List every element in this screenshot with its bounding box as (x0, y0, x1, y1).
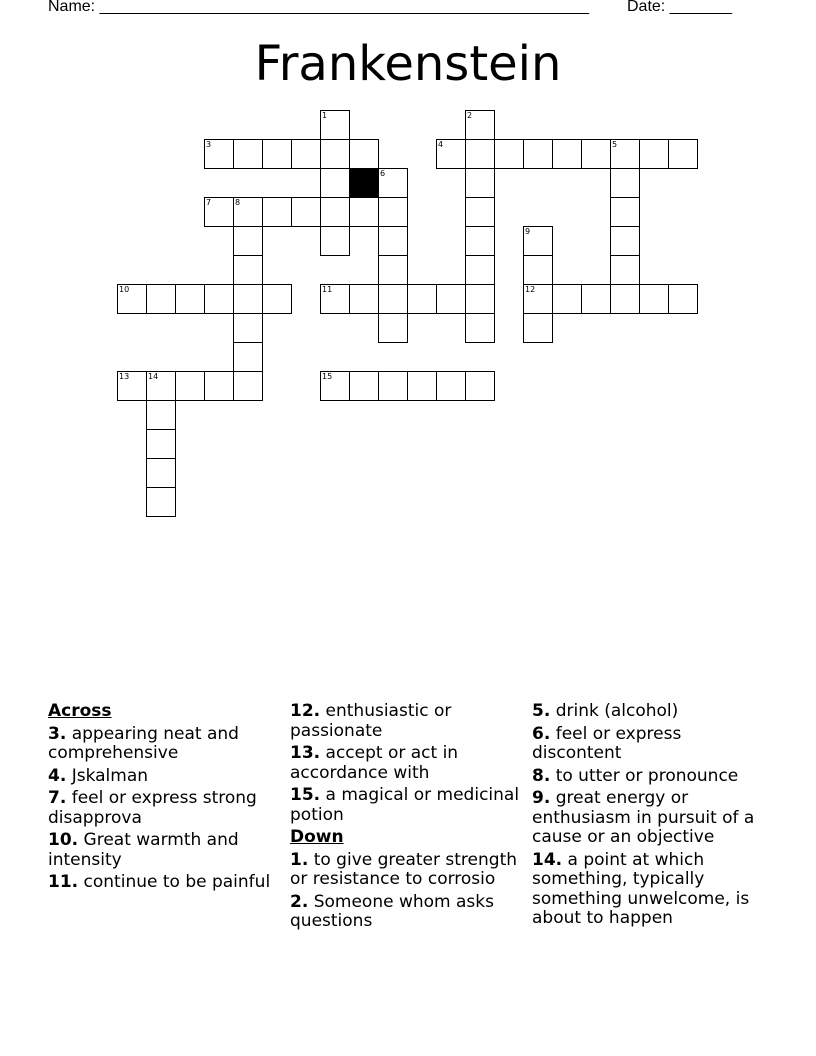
crossword-cell[interactable] (436, 284, 466, 314)
clue-text: to give greater strength or resistance to corrosio (290, 849, 518, 889)
clue-number: 8. (532, 765, 551, 786)
crossword-cell[interactable] (465, 255, 495, 285)
page-title: Frankenstein (254, 36, 562, 92)
crossword-cell[interactable] (378, 284, 408, 314)
crossword-cell[interactable] (436, 139, 466, 169)
crossword-cell[interactable] (523, 313, 553, 343)
clue-number-label: 4 (438, 140, 444, 149)
clue-number-label: 3 (206, 140, 212, 149)
clue-across-13 (290, 744, 520, 783)
clue-column-3 (532, 702, 772, 932)
clue-number: 15. (290, 785, 321, 805)
crossword-cell[interactable] (320, 197, 350, 227)
crossword-cell[interactable] (175, 371, 205, 401)
clue-text: Someone whom asks questions (290, 891, 494, 931)
crossword-cell[interactable] (233, 255, 263, 285)
crossword-cell[interactable] (262, 284, 292, 314)
crossword-cell[interactable] (523, 226, 553, 256)
crossword-cell[interactable] (320, 168, 350, 198)
crossword-cell[interactable] (320, 110, 350, 140)
clue-down-2 (290, 893, 520, 932)
crossword-cell[interactable] (552, 139, 582, 169)
clue-number-label: 2 (467, 111, 473, 120)
crossword-cell[interactable] (523, 255, 553, 285)
crossword-cell[interactable] (639, 139, 669, 169)
crossword-cell[interactable] (581, 139, 611, 169)
clue-number-label: 13 (119, 372, 130, 381)
clue-number: 5. (532, 701, 551, 721)
crossword-cell[interactable] (117, 371, 147, 401)
crossword-cell[interactable] (378, 255, 408, 285)
clue-number: 11. (48, 872, 79, 892)
clue-across-12 (290, 702, 520, 741)
clue-text: feel or express strong disapprova (48, 788, 257, 828)
crossword-cell[interactable] (146, 487, 176, 517)
crossword-cell[interactable] (291, 139, 321, 169)
crossword-cell[interactable] (610, 168, 640, 198)
crossword-cell[interactable] (146, 371, 176, 401)
clue-number: 14. (532, 849, 563, 870)
crossword-cell[interactable] (320, 284, 350, 314)
clue-number: 1. (290, 849, 309, 870)
crossword-cell[interactable] (581, 284, 611, 314)
crossword-cell[interactable] (233, 371, 263, 401)
crossword-cell[interactable] (465, 226, 495, 256)
crossword-cell[interactable] (378, 226, 408, 256)
crossword-cell[interactable] (668, 284, 698, 314)
crossword-cell[interactable] (378, 168, 408, 198)
crossword-cell[interactable] (436, 371, 466, 401)
crossword-cell[interactable] (610, 197, 640, 227)
date-line: Date: _______ (627, 0, 732, 15)
crossword-cell[interactable] (494, 139, 524, 169)
crossword-cell[interactable] (639, 284, 669, 314)
crossword-cell[interactable] (204, 284, 234, 314)
crossword-cell[interactable] (378, 197, 408, 227)
clue-number: 9. (532, 788, 551, 808)
crossword-cell[interactable] (204, 371, 234, 401)
crossword-cell[interactable] (349, 197, 379, 227)
clue-across-11 (48, 873, 278, 893)
crossword-cell[interactable] (175, 284, 205, 314)
crossword-cell[interactable] (320, 226, 350, 256)
crossword-cell[interactable] (465, 284, 495, 314)
clue-number: 10. (48, 830, 79, 850)
crossword-cell[interactable] (378, 313, 408, 343)
clue-number: 3. (48, 723, 67, 744)
crossword-cell[interactable] (146, 284, 176, 314)
crossword-cell[interactable] (233, 342, 263, 372)
clue-down-8 (532, 767, 772, 787)
clue-number: 7. (48, 788, 67, 808)
crossword-cell[interactable] (378, 371, 408, 401)
clue-number-label: 14 (148, 372, 159, 381)
across-heading: Across (48, 701, 112, 721)
clue-across-4 (48, 767, 278, 787)
clue-down-5 (532, 702, 772, 722)
crossword-cell[interactable] (349, 371, 379, 401)
crossword-cell[interactable] (233, 139, 263, 169)
name-line: Name: _______________________________________________________ (48, 0, 589, 15)
crossword-cell[interactable] (465, 110, 495, 140)
clue-text: continue to be painful (83, 872, 271, 892)
clue-across-15 (290, 786, 520, 825)
clue-across-3 (48, 725, 278, 764)
crossword-cell[interactable] (204, 139, 234, 169)
clue-text: a magical or medicinal potion (290, 785, 520, 825)
crossword-cell[interactable] (146, 429, 176, 459)
crossword-cell[interactable] (233, 226, 263, 256)
clue-column-2 (290, 702, 520, 935)
clue-number: 12. (290, 701, 321, 721)
clue-text: a point at which something, typically something unwelcome, is about to happen (532, 849, 750, 928)
clue-text: drink (alcohol) (555, 701, 679, 721)
crossword-cell[interactable] (465, 197, 495, 227)
clue-down-14 (532, 851, 772, 929)
crossword-cell[interactable] (407, 371, 437, 401)
crossword-cell[interactable] (117, 284, 147, 314)
clue-number: 13. (290, 743, 321, 763)
clue-number-label: 7 (206, 198, 212, 207)
crossword-cell[interactable] (233, 284, 263, 314)
clue-number: 2. (290, 891, 309, 912)
clue-number-label: 1 (322, 111, 328, 120)
crossword-cell[interactable] (610, 226, 640, 256)
clue-text: Jskalman (71, 765, 149, 786)
crossword-cell[interactable] (349, 284, 379, 314)
crossword-cell[interactable] (291, 197, 321, 227)
crossword-cell[interactable] (320, 371, 350, 401)
down-heading: Down (290, 827, 344, 847)
black-square (349, 168, 379, 198)
clue-text: accept or act in accordance with (290, 743, 459, 783)
crossword-cell[interactable] (407, 284, 437, 314)
clue-text: feel or express discontent (532, 723, 682, 763)
crossword-cell[interactable] (465, 371, 495, 401)
clue-text: to utter or pronounce (555, 765, 739, 786)
crossword-cell[interactable] (146, 400, 176, 430)
crossword-cell[interactable] (465, 313, 495, 343)
crossword-cell[interactable] (523, 284, 553, 314)
crossword-cell[interactable] (523, 139, 553, 169)
clue-number: 4. (48, 765, 67, 786)
crossword-cell[interactable] (262, 197, 292, 227)
clue-number-label: 11 (322, 285, 333, 294)
clue-text: enthusiastic or passionate (290, 701, 452, 741)
crossword-cell[interactable] (552, 284, 582, 314)
crossword-cell[interactable] (320, 139, 350, 169)
clue-text: appearing neat and comprehensive (48, 723, 239, 763)
clue-down-6 (532, 725, 772, 764)
clue-number-label: 6 (380, 169, 386, 178)
clue-number-label: 12 (525, 285, 536, 294)
clue-text: great energy or enthusiasm in pursuit of a cause or an objective (532, 788, 755, 847)
clue-number-label: 8 (235, 198, 241, 207)
clue-number-label: 10 (119, 285, 130, 294)
crossword-cell[interactable] (610, 139, 640, 169)
clue-across-7 (48, 789, 278, 828)
clue-across-10 (48, 831, 278, 870)
clue-down-1 (290, 851, 520, 890)
crossword-cell[interactable] (233, 197, 263, 227)
crossword-cell[interactable] (465, 168, 495, 198)
crossword-cell[interactable] (204, 197, 234, 227)
clue-column-1 (48, 702, 278, 896)
clue-number-label: 5 (612, 140, 618, 149)
clue-number: 6. (532, 723, 551, 744)
crossword-cell[interactable] (610, 284, 640, 314)
crossword-cell[interactable] (668, 139, 698, 169)
clue-number-label: 9 (525, 227, 531, 236)
clue-down-9 (532, 789, 772, 848)
clue-text: Great warmth and intensity (48, 830, 239, 870)
crossword-cell[interactable] (146, 458, 176, 488)
crossword-cell[interactable] (465, 139, 495, 169)
crossword-cell[interactable] (233, 313, 263, 343)
crossword-cell[interactable] (262, 139, 292, 169)
crossword-cell[interactable] (349, 139, 379, 169)
clue-number-label: 15 (322, 372, 333, 381)
crossword-cell[interactable] (610, 255, 640, 285)
